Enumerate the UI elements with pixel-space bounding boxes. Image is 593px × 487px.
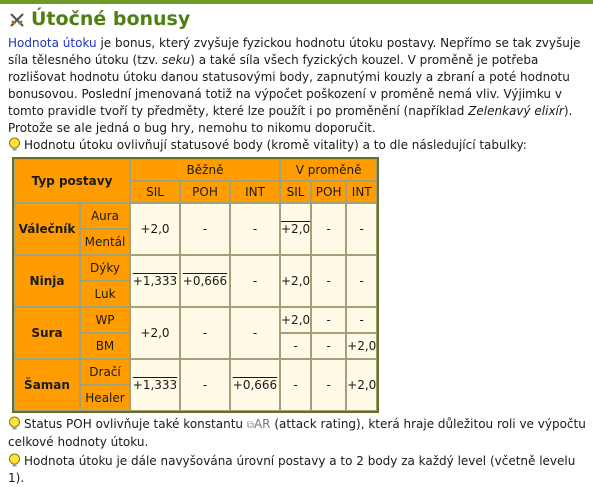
group-transformed-header: V proměně [280, 159, 377, 181]
table-cell: - [311, 307, 346, 333]
table-cell: +0,666 [230, 359, 280, 411]
note-ar-text-2: (attack rating), která hraje důležitou roli ve výpočtu celkové hodnoty útoku. [8, 417, 586, 449]
table-cell: +2,0 [280, 255, 311, 307]
table-cell: - [346, 307, 377, 333]
group-normal-header: Běžně [130, 159, 280, 181]
stat-header: INT [346, 181, 377, 203]
external-link-icon: ⧉ [246, 420, 254, 431]
seku-term: seku [162, 53, 191, 67]
table-cell: +0,666 [180, 255, 230, 307]
table-cell: - [346, 203, 377, 255]
table-cell: +2,0 [130, 307, 180, 359]
table-cell: +1,333 [130, 359, 180, 411]
table-cell: +2,0 [130, 203, 180, 255]
stat-header: SIL [280, 181, 311, 203]
section-heading [8, 6, 590, 32]
top-border [0, 0, 593, 4]
table-cell: +2,0 [280, 307, 311, 333]
class-name: Ninja [14, 255, 80, 307]
note-ar [8, 416, 590, 451]
table-cell: - [180, 359, 230, 411]
table-cell: +2,0 [280, 203, 311, 255]
subclass-name: Healer [80, 385, 130, 411]
class-name: Šaman [14, 359, 80, 411]
attack-bonus-table [12, 157, 379, 413]
table-cell: +2,0 [346, 359, 377, 411]
subclass-name: BM [80, 333, 130, 359]
table-cell: - [311, 203, 346, 255]
col-type-header: Typ postavy [14, 159, 130, 203]
subclass-name: Dračí [80, 359, 130, 385]
subclass-name: WP [80, 307, 130, 333]
subclass-name: Dýky [80, 255, 130, 281]
table-cell: - [280, 333, 311, 359]
note-level-text: Hodnota útoku je dále navyšována úrovní postavy a to 2 body za každý level (včetně levelu 1). [8, 454, 576, 485]
article [8, 6, 590, 487]
class-name: Válečník [14, 203, 80, 255]
subclass-name: Luk [80, 281, 130, 307]
attack-value-link[interactable]: Hodnota útoku [8, 36, 97, 50]
lightbulb-icon [8, 416, 21, 431]
table-cell: - [180, 307, 230, 359]
lightbulb-icon [8, 137, 21, 152]
note-ar-text-1: Status POH ovlivňuje také konstantu [24, 417, 247, 431]
table-cell: - [230, 203, 280, 255]
ar-link[interactable]: AR [253, 417, 271, 431]
crossed-swords-icon [8, 10, 26, 28]
stat-header: SIL [130, 181, 180, 203]
intro-text-2: ) a také síla všech fyzických kouzel. V proměně je potřeba rozlišovat hodnotu útoku danou statusovými body, zapnutými kouzly a zbraní a poté hodnotu bonusovou. Poslední jmenovaná totiž na výpočet poškození v proměně nemá vliv. Výjimku v tomto pravidle tvoří ty předměty, které lze použít i po proměnění (například [8, 53, 570, 118]
table-intro-text: Hodnotu útoku ovlivňují statusové body (kromě vitality) a to dle následující tabulky: [24, 138, 527, 152]
table-cell: - [180, 203, 230, 255]
stat-header: INT [230, 181, 280, 203]
heading-text: Útočné bonusy [31, 8, 191, 30]
stat-header: POH [311, 181, 346, 203]
lightbulb-icon [8, 453, 21, 468]
intro-text-3: ). Protože se ale jedná o bug hry, nemohu to nikomu doporučit. [8, 104, 573, 135]
intro-text-1: je bonus, který zvyšuje fyzickou hodnotu útoku postavy. Nepřímo se tak zvyšuje síla tělesného útoku (tzv. [8, 36, 581, 67]
note-level [8, 453, 590, 487]
table-cell: - [311, 359, 346, 411]
subclass-name: Mentál [80, 229, 130, 255]
table-cell: - [346, 255, 377, 307]
table-cell: - [280, 359, 311, 411]
table-cell: - [311, 255, 346, 307]
table-cell: - [230, 255, 280, 307]
elixir-term: Zelenkavý elixír [468, 104, 564, 118]
intro-paragraph [8, 35, 590, 137]
table-cell: - [311, 333, 346, 359]
class-name: Sura [14, 307, 80, 359]
table-cell: +2,0 [346, 333, 377, 359]
table-cell: - [230, 307, 280, 359]
stat-header: POH [180, 181, 230, 203]
subclass-name: Aura [80, 203, 130, 229]
table-cell: +1,333 [130, 255, 180, 307]
table-intro [8, 137, 590, 154]
